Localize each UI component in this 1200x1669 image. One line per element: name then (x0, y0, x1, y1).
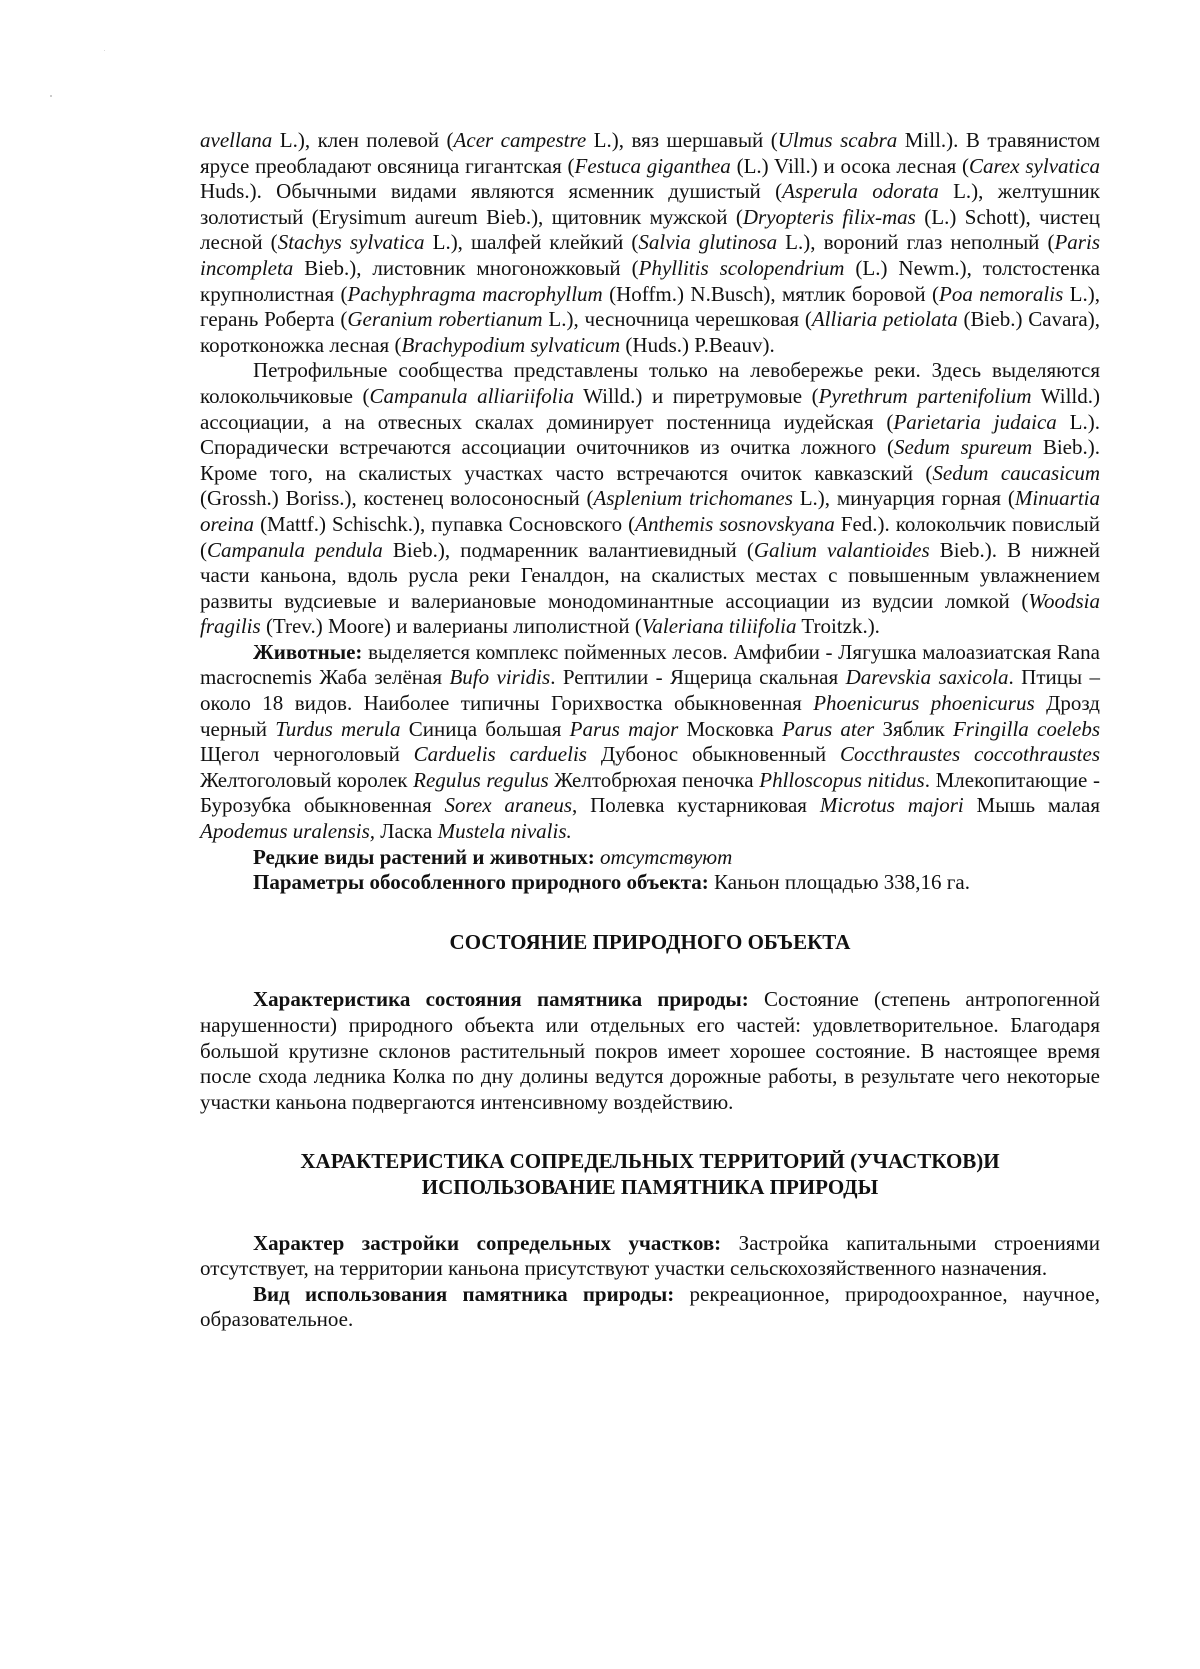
text-run: , Полевка кустарниковая (572, 793, 820, 818)
usage-paragraph (200, 1282, 1100, 1333)
text-run: Bieb.), подмаренник валантиевидный ( (382, 537, 754, 562)
text-run: Синица большая (400, 716, 570, 741)
text-run: Ласка (375, 819, 438, 844)
text-run: (Huds.) P.Beauv). (620, 332, 775, 357)
state-paragraph (200, 987, 1100, 1115)
italic-term: Minuartia oreina (200, 486, 1100, 536)
text-run: Зяблик (874, 716, 953, 741)
italic-term: Phyllitis scolopendrium (638, 255, 845, 280)
text-run: Дрозд черный (200, 691, 1100, 741)
bold-label: Вид использования памятника природы: (253, 1281, 675, 1306)
italic-term: Brachypodium sylvaticum (401, 332, 621, 357)
italic-term: Pachyphragma macrophyllum (347, 281, 603, 306)
petrophilic-paragraph (200, 358, 1100, 640)
text-run: Щегол черноголовый (200, 742, 414, 767)
text-run: Willd.) ассоциации, а на отвесных скалах доминирует постенница иудейская ( (200, 383, 1101, 434)
text-run: Huds.). Обычными видами являются ясменник душистый ( (200, 179, 783, 204)
italic-term: Dryopteris filix-mas (742, 204, 916, 229)
italic-term: Carex sylvatica (969, 153, 1101, 178)
text-run: L.), герань Роберта ( (200, 281, 1100, 332)
parameters-paragraph (200, 870, 1100, 896)
text-run: (Hoffm.) N.Busch), мятлик боровой ( (602, 281, 940, 306)
text-run: L.), вяз шершавый ( (586, 128, 778, 152)
section-heading-adjacent-line2: ИСПОЛЬЗОВАНИЕ ПАМЯТНИКА ПРИРОДЫ (421, 1174, 879, 1199)
italic-term: Asperula odorata (782, 179, 939, 204)
italic-term: Woodsia fragilis (200, 588, 1100, 639)
italic-term: Fringilla coelebs (952, 716, 1101, 741)
italic-term: Galium valantioides (753, 537, 930, 562)
section-heading-adjacent (200, 1149, 1100, 1200)
text-run: (L.) Newm.), толстостенка крупнолистная ( (200, 255, 1100, 306)
text-run: (L.) Vill.) и осока лесная ( (730, 153, 970, 178)
italic-term: отсутствуют (600, 844, 733, 869)
text-run: Мышь малая (963, 793, 1101, 818)
text-run: рекреационное, природоохранное, научное, образовательное. (200, 1281, 1100, 1332)
text-run: (Trev.) Moore) и валерианы липолистной ( (260, 614, 642, 639)
italic-term: Coccthraustes coccothraustes (840, 742, 1100, 767)
italic-term: Darevskia saxicola (845, 665, 1009, 690)
italic-term: Mustela nivalis. (437, 819, 572, 844)
scan-speck (50, 95, 52, 97)
italic-term: Acer campestre (453, 128, 587, 152)
text-run: (Mattf.) Schischk.), пупавка Сосновского ( (254, 511, 636, 536)
bold-label: Редкие виды растений и животных: (253, 844, 595, 869)
text-run: L.), вороний глаз неполный ( (777, 230, 1055, 255)
text-run: Mill.). В травянистом ярусе преобладают овсяница гигантская ( (200, 128, 1100, 178)
text-run: L.), желтушник золотистый (Erysimum aureum Bieb.), щитовник мужской ( (200, 179, 1101, 229)
text-run: L.), минуарция горная ( (792, 486, 1015, 511)
scan-speck (104, 50, 105, 51)
text-run: (L.) Schott), чистец лесной ( (200, 204, 1100, 255)
text-run: Состояние (степень антропогенной нарушенности) природного объекта или отдельных его частей: удовлетворительное. Благодаря большой крутизне склонов растительный покров имеет хорошее состояние. В настоящее время после схода ледника Колка по дну долины ведутся дорожные работы, в результате чего некоторые участки каньона подвергаются интенсивному воздействию. (200, 987, 1100, 1114)
text-run: . Птицы – около 18 видов. Наиболее типичны Горихвостка обыкновенная (200, 665, 1100, 716)
text-run: Willd.) и пиретрумовые ( (573, 383, 819, 408)
italic-term: Sorex araneus (444, 793, 573, 818)
text-run: (Grossh.) Boriss.), костенец волосоносный ( (200, 486, 594, 511)
italic-term: Microtus majori (819, 793, 964, 818)
text-run: Московка (678, 716, 782, 741)
text-run: L.), чесночница черешковая ( (542, 307, 812, 332)
italic-term: Valeriana tiliifolia (641, 614, 797, 639)
italic-term: Geranium robertianum (347, 307, 543, 332)
italic-term: avellana (200, 128, 273, 152)
italic-term: Campanula pendula (207, 537, 383, 562)
section-heading-adjacent-line1: ХАРАКТЕРИСТИКА СОПРЕДЕЛЬНЫХ ТЕРРИТОРИЙ (УЧАСТКОВ)И (300, 1149, 1000, 1174)
italic-term: Festuca giganthea (574, 153, 731, 178)
text-run: Петрофильные сообщества представлены только на левобережье реки. Здесь выделяются колокольчиковые ( (200, 358, 1100, 408)
italic-term: Alliaria petiolata (811, 307, 958, 332)
text-run: Bieb.), листовник многоножковый ( (293, 255, 639, 280)
text-run: Bieb.). Кроме того, на скалистых участках часто встречаются очиток кавказский ( (200, 435, 1100, 485)
text-run: Troitzk.). (796, 614, 880, 639)
text-run: выделяется комплекс пойменных лесов. Амфибии - Лягушка малоазиатская Rana macrocnemis Жаба зелёная (200, 639, 1100, 690)
italic-term: Bufo viridis (449, 665, 551, 690)
text-run: . Рептилии - Ящерица скальная (550, 665, 846, 690)
rare-species-paragraph (200, 845, 1100, 871)
italic-term: Anthemis sosnovskyana (635, 511, 835, 536)
italic-term: Apodemus uralensis, (200, 819, 375, 844)
text-run: Желтоголовый королек (200, 767, 414, 792)
text-run: Каньон площадью 338,16 га. (708, 870, 970, 895)
section-heading-state: СОСТОЯНИЕ ПРИРОДНОГО ОБЪЕКТА (449, 929, 851, 954)
italic-term: Sedum caucasicum (932, 460, 1100, 485)
text-run: Желтобрюхая пеночка (548, 767, 760, 792)
italic-term: Salvia glutinosa (638, 230, 778, 255)
italic-term: Ulmus scabra (777, 128, 898, 152)
bold-label: Животные: (253, 639, 363, 664)
bold-label: Характер застройки сопредельных участков: (253, 1230, 722, 1255)
text-run: Застройка капитальными строениями отсутствует, на территории каньона присутствуют участки сельскохозяйственного назначения. (200, 1230, 1100, 1281)
italic-term: Paris incompleta (200, 230, 1100, 280)
fauna-paragraph (200, 640, 1100, 845)
text-run: L.). Спорадически встречаются ассоциации очиточников из очитка ложного ( (200, 409, 1100, 460)
text-run: . Млекопитающие - Бурозубка обыкновенная (200, 767, 1100, 818)
italic-term: Asplenium trichomanes (593, 486, 793, 511)
buildings-paragraph (200, 1231, 1100, 1282)
text-run: Дубонос обыкновенный (586, 742, 841, 767)
italic-term: Phoenicurus phoenicurus (813, 691, 1035, 716)
text-run: Fed.). колокольчик повислый ( (200, 511, 1100, 562)
text-run: Bieb.). В нижней части каньона, вдоль русла реки Геналдон, на скалистых местах с повышенным увлажнением развиты вудсиевые и валериановые монодоминантные ассоциации из вудсии ломкой ( (200, 537, 1101, 613)
bold-label: Параметры обособленного природного объекта: (253, 870, 709, 895)
italic-term: Pyrethrum partenifolium (818, 383, 1032, 408)
italic-term: Phlloscopus nitidus (759, 767, 925, 792)
text-run: L.), клен полевой ( (272, 128, 454, 152)
text-run: (Bieb.) Cavara), коротконожка лесная ( (200, 307, 1100, 357)
italic-term: Parietaria judaica (893, 409, 1057, 434)
flora-paragraph (200, 128, 1100, 358)
italic-term: Regulus regulus (413, 767, 549, 792)
italic-term: Parus major (569, 716, 679, 741)
italic-term: Turdus merula (275, 716, 401, 741)
bold-label: Характеристика состояния памятника природы: (253, 987, 749, 1012)
italic-term: Carduelis carduelis (413, 742, 587, 767)
italic-term: Parus ater (781, 716, 875, 741)
italic-term: Sedum spureum (893, 435, 1033, 460)
italic-term: Campanula alliariifolia (369, 383, 574, 408)
text-run: L.), шалфей клейкий ( (424, 230, 639, 255)
italic-term: Stachys sylvatica (277, 230, 425, 255)
italic-term: Poa nemoralis (939, 281, 1064, 306)
